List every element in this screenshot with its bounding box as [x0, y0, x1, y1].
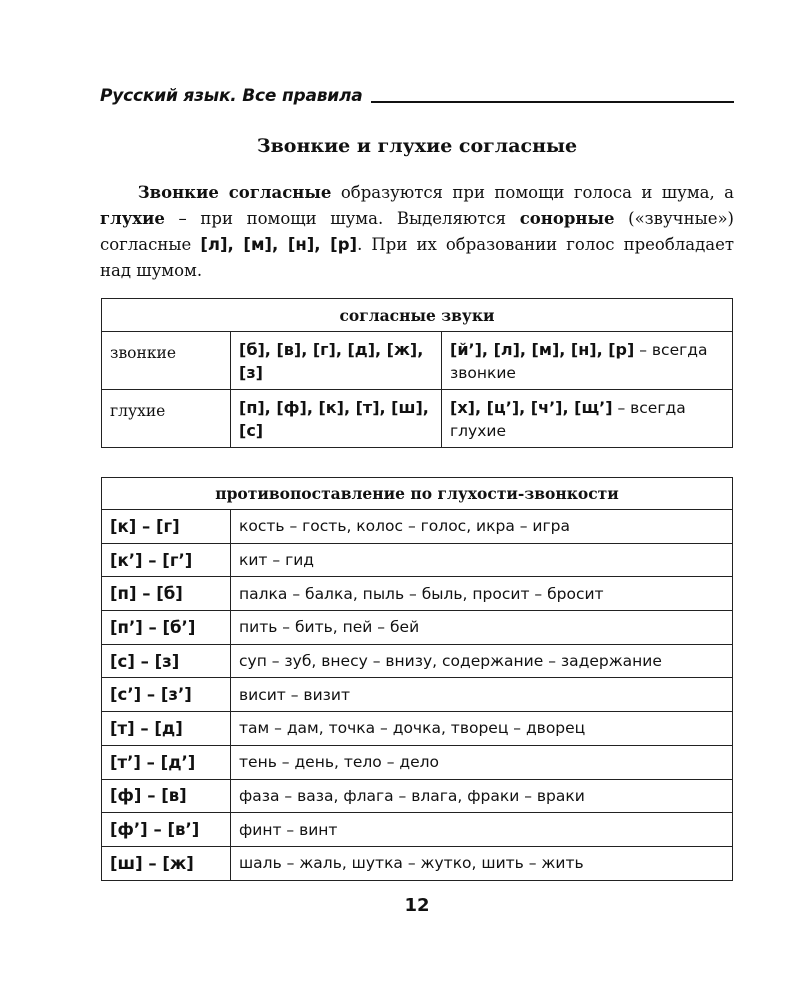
word-examples: суп – зуб, внесу – внизу, содержание – задержание: [231, 644, 733, 678]
voiceless-paired-sounds: [п], [ф], [к], [т], [ш], [с]: [231, 390, 442, 448]
table-row: [102, 779, 733, 813]
sound-pair: [с] – [з]: [102, 644, 231, 678]
word-examples: шаль – жаль, шутка – жутко, шить – жить: [231, 846, 733, 880]
word-examples: тень – день, тело – дело: [231, 745, 733, 779]
sound-pair: [к’] – [г’]: [102, 543, 231, 577]
table-row: [102, 611, 733, 645]
consonants-table: [101, 298, 733, 448]
consonants-table-header: согласные звуки: [102, 299, 733, 332]
word-examples: пить – бить, пей – бей: [231, 611, 733, 645]
row-label-voiced: звонкие: [102, 332, 231, 390]
table-row: [102, 390, 733, 448]
voiced-unpaired-cell: [442, 332, 733, 390]
voiceless-unpaired-cell: [442, 390, 733, 448]
sound-pair: [ш] – [ж]: [102, 846, 231, 880]
voiceless-unpaired-sounds: [х], [ц’], [ч’], [щ’]: [450, 398, 613, 417]
sound-pair: [ф] – [в]: [102, 779, 231, 813]
sound-pair: [т] – [д]: [102, 712, 231, 746]
word-examples: палка – балка, пыль – быль, просит – бросит: [231, 577, 733, 611]
intro-text-2: – при помощи шума. Выделяются: [164, 209, 520, 228]
sound-pair: [п’] – [б’]: [102, 611, 231, 645]
running-header: [100, 82, 734, 106]
intro-term-sonorant: сонорные: [519, 209, 615, 228]
header-rule: [371, 101, 734, 103]
sound-pair: [к] – [г]: [102, 510, 231, 544]
intro-text-1: образуются при помощи голоса и шума, а: [331, 183, 735, 202]
table-row: [102, 813, 733, 847]
header-title: Русский язык. Все правила: [100, 86, 363, 106]
table-row: [102, 745, 733, 779]
word-examples: кит – гид: [231, 543, 733, 577]
sound-pair: [п] – [б]: [102, 577, 231, 611]
voiced-unpaired-sounds: [й’], [л], [м], [н], [р]: [450, 340, 635, 359]
intro-term-voiceless: глухие: [100, 209, 165, 228]
opposition-table: [101, 477, 733, 881]
voiced-paired-sounds: [б], [в], [г], [д], [ж], [з]: [231, 332, 442, 390]
intro-term-voiced: Звонкие согласные: [137, 183, 332, 202]
word-examples: финт – винт: [231, 813, 733, 847]
sound-pair: [ф’] – [в’]: [102, 813, 231, 847]
word-examples: кость – гость, колос – голос, икра – игра: [231, 510, 733, 544]
table-row: [102, 543, 733, 577]
table-row: [102, 332, 733, 390]
intro-sonorant-list: [л], [м], [н], [р]: [200, 235, 358, 254]
table-row: [102, 846, 733, 880]
intro-text-4: . При их образовании голос преобладает над шумом.: [100, 235, 734, 280]
table-row: [102, 678, 733, 712]
voiceless-unpaired-note: – всегда глухие: [450, 399, 686, 440]
voiced-unpaired-note: – всегда звонкие: [450, 341, 708, 382]
sound-pair: [т’] – [д’]: [102, 745, 231, 779]
word-examples: висит – визит: [231, 678, 733, 712]
intro-text-3: («звучные») согласные: [100, 209, 734, 254]
table-row: [102, 510, 733, 544]
section-title: Звонкие и глухие согласные: [256, 135, 578, 157]
page-number: 12: [404, 895, 430, 916]
table-row: [102, 577, 733, 611]
opposition-table-header: противопоставление по глухости-звонкости: [102, 478, 733, 510]
table-row: [102, 644, 733, 678]
intro-paragraph: [100, 180, 734, 284]
table-row: [102, 712, 733, 746]
word-examples: фаза – ваза, флага – влага, фраки – враки: [231, 779, 733, 813]
sound-pair: [с’] – [з’]: [102, 678, 231, 712]
row-label-voiceless: глухие: [102, 390, 231, 448]
word-examples: там – дам, точка – дочка, творец – дворец: [231, 712, 733, 746]
